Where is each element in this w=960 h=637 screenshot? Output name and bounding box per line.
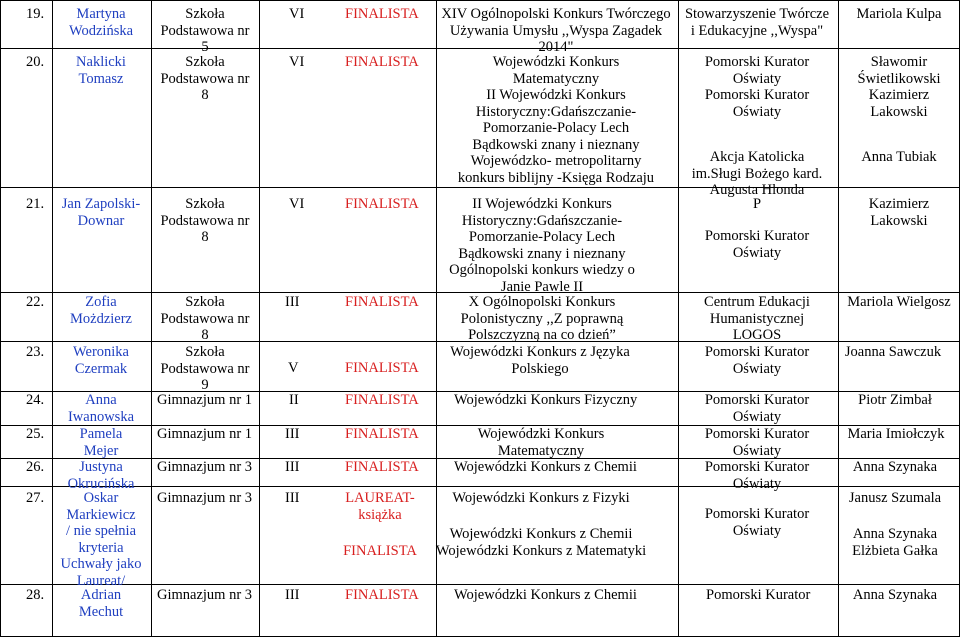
competition-line: Pomorzanie-Polacy Lech xyxy=(482,120,630,136)
organizer-line: Oświaty xyxy=(732,103,782,120)
name-line: Anna xyxy=(85,392,117,408)
organizer xyxy=(685,6,829,39)
school xyxy=(160,294,249,344)
school-line: Szkoła xyxy=(185,54,225,70)
school-line: Szkoła xyxy=(185,294,225,310)
school xyxy=(160,54,249,104)
grade: VI xyxy=(289,196,305,212)
organizer-line: Pomorski Kurator xyxy=(704,228,810,244)
student-name xyxy=(68,392,134,425)
organizer: Pomorski Kurator xyxy=(706,587,811,603)
competition-line: Historyczny:Gdańszczanie- xyxy=(475,103,637,120)
competition-line: Polskiego xyxy=(511,360,569,377)
competition xyxy=(449,196,635,295)
row-number: 20. xyxy=(26,54,45,70)
result: FINALISTA xyxy=(345,196,419,212)
student-name xyxy=(79,587,123,620)
student-name xyxy=(69,6,133,39)
organizer xyxy=(705,344,809,377)
competition: Wojewódzki Konkurs Fizyczny xyxy=(454,392,638,408)
name-line: Downar xyxy=(77,212,125,229)
competition-line: II Wojewódzki Konkurs xyxy=(472,196,612,212)
result: FINALISTA xyxy=(345,6,419,22)
organizer xyxy=(692,149,823,199)
school-line: Podstawowa nr xyxy=(160,70,250,87)
grid-line xyxy=(151,0,152,637)
competition-line: Wojewódzki Konkurs z Chemii xyxy=(449,526,633,542)
row-number: 27. xyxy=(26,490,45,506)
name-line: Markiewicz xyxy=(66,506,136,523)
row-number: 22. xyxy=(26,294,45,310)
school-line: Szkoła xyxy=(185,6,225,22)
competition-line: Matematyczny xyxy=(497,442,585,459)
organizer xyxy=(704,294,810,344)
competition-line: Polonistyczny ,,Z poprawną xyxy=(460,310,624,327)
result: FINALISTA xyxy=(345,587,419,603)
organizer-line: Oświaty xyxy=(732,475,782,492)
organizer-line: i Edukacyjne ,,Wyspa" xyxy=(690,22,824,39)
name-line: / nie spełnia xyxy=(65,523,137,539)
grid-line xyxy=(0,584,960,585)
competition-line: Historyczny:Gdańszczanie- xyxy=(461,212,623,229)
grid-line xyxy=(0,0,960,1)
result-line: LAUREAT- xyxy=(345,490,415,506)
organizer-line: P xyxy=(752,196,762,212)
grade: III xyxy=(285,426,300,442)
name-line: Możdzierz xyxy=(70,310,132,327)
organizer xyxy=(705,392,809,425)
name-line: Pamela xyxy=(79,426,123,442)
teacher xyxy=(853,587,937,604)
school: Gimnazjum nr 1 xyxy=(157,426,253,442)
competition-line: Wojewódzki Konkurs z Matematyki xyxy=(435,543,647,559)
row-number: 19. xyxy=(26,6,45,22)
grade: III xyxy=(285,294,300,310)
school-line: Podstawowa nr xyxy=(160,310,250,327)
school-line: Szkoła xyxy=(185,196,225,212)
organizer-line: Oświaty xyxy=(732,360,782,377)
name-line: Justyna xyxy=(79,459,123,475)
competition-line: Matematyczny xyxy=(512,70,600,87)
competition: Wojewódzki Konkurs z Chemii xyxy=(454,587,637,603)
student-name xyxy=(68,459,135,492)
competition-line: Wojewódzki Konkurs xyxy=(492,54,620,70)
teacher-line: Joanna Sawczuk xyxy=(844,344,942,360)
student-name xyxy=(73,344,129,377)
teacher-line: Janusz Szumala xyxy=(848,490,942,506)
school: Gimnazjum nr 3 xyxy=(157,587,253,603)
result: FINALISTA xyxy=(345,426,419,442)
organizer-line: LOGOS xyxy=(732,327,782,343)
school-line: 8 xyxy=(201,229,209,245)
competition: Wojewódzki Konkurs z Chemii xyxy=(454,459,637,475)
teacher xyxy=(845,344,941,361)
competition xyxy=(458,54,654,186)
teacher-line: Kazimierz xyxy=(868,87,930,103)
result xyxy=(343,490,417,560)
name-line: Uchwały jako xyxy=(60,556,142,572)
grid-line xyxy=(838,0,839,637)
teacher xyxy=(869,196,929,229)
competition-line: X Ogólnopolski Konkurs xyxy=(468,294,616,310)
teacher-line: Kazimierz xyxy=(868,196,930,212)
competition-line: Wojewódzki Konkurs z Języka xyxy=(450,344,630,360)
result-line: książka xyxy=(358,507,402,523)
teacher xyxy=(858,54,941,120)
competition-line: konkurs biblijny -Księga Rodzaju xyxy=(457,169,655,186)
organizer-line: Oświaty xyxy=(732,522,782,539)
competition xyxy=(461,294,624,344)
school xyxy=(160,344,249,394)
competition-line: Pomorzanie-Polacy Lech xyxy=(468,229,616,245)
name-line: Laureat/ xyxy=(76,572,126,589)
organizer-line: Humanistycznej xyxy=(709,310,805,327)
teacher-line: Piotr Zimbał xyxy=(858,392,932,408)
grade: VI xyxy=(289,6,305,22)
competition-line: Polszczyzną na co dzień” xyxy=(468,327,616,343)
teacher xyxy=(857,6,942,23)
grade: VI xyxy=(289,54,305,70)
teacher xyxy=(861,149,936,166)
school-line: 8 xyxy=(201,87,209,103)
grid-line xyxy=(678,0,679,637)
organizer xyxy=(705,87,809,120)
grade: III xyxy=(285,587,300,603)
grid-line xyxy=(0,0,1,637)
school: Gimnazjum nr 3 xyxy=(157,459,253,475)
student-name xyxy=(62,196,141,229)
teacher-line: Elżbieta Gałka xyxy=(852,543,938,559)
name-line: Okrucińska xyxy=(67,475,135,492)
school xyxy=(160,6,249,56)
row-number: 25. xyxy=(26,426,45,442)
result: FINALISTA xyxy=(345,294,419,310)
result-line: FINALISTA xyxy=(343,543,417,559)
competition-line: Ogólnopolski konkurs wiedzy o xyxy=(449,262,635,278)
row-number: 21. xyxy=(26,196,45,212)
row-number: 23. xyxy=(26,344,45,360)
school-line: Podstawowa nr xyxy=(160,22,250,39)
result: FINALISTA xyxy=(345,459,419,475)
teacher-line: Mariola Wielgosz xyxy=(847,294,951,310)
student-name xyxy=(80,426,123,459)
student-name xyxy=(70,294,132,327)
school-line: 9 xyxy=(201,377,209,393)
organizer-line: Pomorski Kurator xyxy=(704,344,810,360)
organizer xyxy=(705,506,809,539)
grade: II xyxy=(289,392,299,408)
organizer-line: Oświaty xyxy=(732,408,782,425)
competition-line: Janie Pawle II xyxy=(500,278,584,295)
organizer-line: Augusta Hlonda xyxy=(709,182,805,198)
name-line: Wodzińska xyxy=(68,22,134,39)
result: FINALISTA xyxy=(345,392,419,408)
row-number: 26. xyxy=(26,459,45,475)
teacher xyxy=(847,426,944,443)
school-line: 5 xyxy=(201,39,209,55)
organizer-line: im.Sługi Bożego kard. xyxy=(691,165,823,182)
organizer-line: Oświaty xyxy=(732,244,782,261)
name-line: Jan Zapolski- xyxy=(61,196,141,212)
organizer xyxy=(705,54,809,87)
organizer-line: Pomorski Kurator xyxy=(704,54,810,70)
competition xyxy=(450,344,630,377)
teacher xyxy=(849,490,941,560)
teacher-line: Anna Szynaka xyxy=(852,459,938,475)
competition-line: II Wojewódzki Konkurs xyxy=(486,87,626,103)
grade: V xyxy=(288,360,299,376)
grade: III xyxy=(285,490,300,506)
teacher xyxy=(847,294,950,311)
grade: III xyxy=(285,459,300,475)
teacher-line: Lakowski xyxy=(870,212,928,229)
teacher-line: Świetlikowski xyxy=(857,70,941,87)
organizer-line: Pomorski Kurator xyxy=(704,87,810,103)
row-number: 28. xyxy=(26,587,45,603)
organizer xyxy=(705,228,809,261)
name-line: Mejer xyxy=(83,442,119,459)
school: Gimnazjum nr 3 xyxy=(157,490,253,506)
student-name xyxy=(76,54,126,87)
organizer-line: Pomorski Kurator xyxy=(704,459,810,475)
organizer xyxy=(705,459,809,492)
teacher xyxy=(858,392,932,409)
school-line: Szkoła xyxy=(185,344,225,360)
organizer-line: Centrum Edukacji xyxy=(704,294,810,310)
competition-line: XIV Ogólnopolski Konkurs Twórczego xyxy=(441,6,671,22)
organizer xyxy=(753,196,761,213)
organizer-line: Akcja Katolicka xyxy=(709,149,805,165)
competition-line: Używania Umysłu ,,Wyspa Zagadek xyxy=(449,22,663,39)
grid-line xyxy=(259,0,260,637)
school-line: Podstawowa nr xyxy=(160,212,250,229)
name-line: Iwanowska xyxy=(67,408,135,425)
teacher xyxy=(853,459,937,476)
competition xyxy=(441,6,670,56)
competition-line: 2014" xyxy=(538,39,574,55)
name-line: Weronika xyxy=(72,344,130,360)
competition-line: Wojewódzko- metropolitarny xyxy=(470,153,642,169)
competition-line: Bądkowski znany i nieznany xyxy=(458,245,626,262)
name-line: kryteria xyxy=(78,539,124,556)
school-line: Podstawowa nr xyxy=(160,360,250,377)
result: FINALISTA xyxy=(345,54,419,70)
competition-line: Wojewódzki Konkurs xyxy=(477,426,605,442)
name-line: Martyna xyxy=(76,6,126,22)
teacher-line: Anna Szynaka xyxy=(852,587,938,603)
school: Gimnazjum nr 1 xyxy=(157,392,253,408)
teacher-line: Anna Szynaka xyxy=(852,526,938,542)
organizer-line: Oświaty xyxy=(732,70,782,87)
name-line: Oskar xyxy=(83,490,119,506)
teacher-line: Lakowski xyxy=(870,103,928,120)
organizer-line: Pomorski Kurator xyxy=(704,392,810,408)
competition xyxy=(436,490,646,560)
student-name xyxy=(61,490,142,589)
competition-line: Wojewódzki Konkurs z Fizyki xyxy=(452,490,630,506)
organizer-line: Stowarzyszenie Twórcze xyxy=(684,6,830,22)
result: FINALISTA xyxy=(345,360,419,376)
grid-line xyxy=(52,0,53,637)
teacher-line: Mariola Kulpa xyxy=(856,6,942,22)
school xyxy=(160,196,249,246)
teacher-line: Maria Imiołczyk xyxy=(847,426,945,442)
teacher-line: Sławomir xyxy=(870,54,928,70)
organizer-line: Pomorski Kurator xyxy=(704,506,810,522)
name-line: Naklicki xyxy=(76,54,126,70)
school-line: 8 xyxy=(201,327,209,343)
grid-line xyxy=(0,486,960,487)
name-line: Zofia xyxy=(85,294,117,310)
organizer-line: Oświaty xyxy=(732,442,782,459)
teacher-line: Anna Tubiak xyxy=(861,149,937,165)
organizer xyxy=(705,426,809,459)
row-number: 24. xyxy=(26,392,45,408)
name-line: Tomasz xyxy=(78,70,124,87)
name-line: Czermak xyxy=(74,360,128,377)
competition-line: Bądkowski znany i nieznany xyxy=(472,136,640,153)
organizer-line: Pomorski Kurator xyxy=(704,426,810,442)
name-line: Adrian xyxy=(80,587,122,603)
competition xyxy=(478,426,605,459)
name-line: Mechut xyxy=(78,603,124,620)
